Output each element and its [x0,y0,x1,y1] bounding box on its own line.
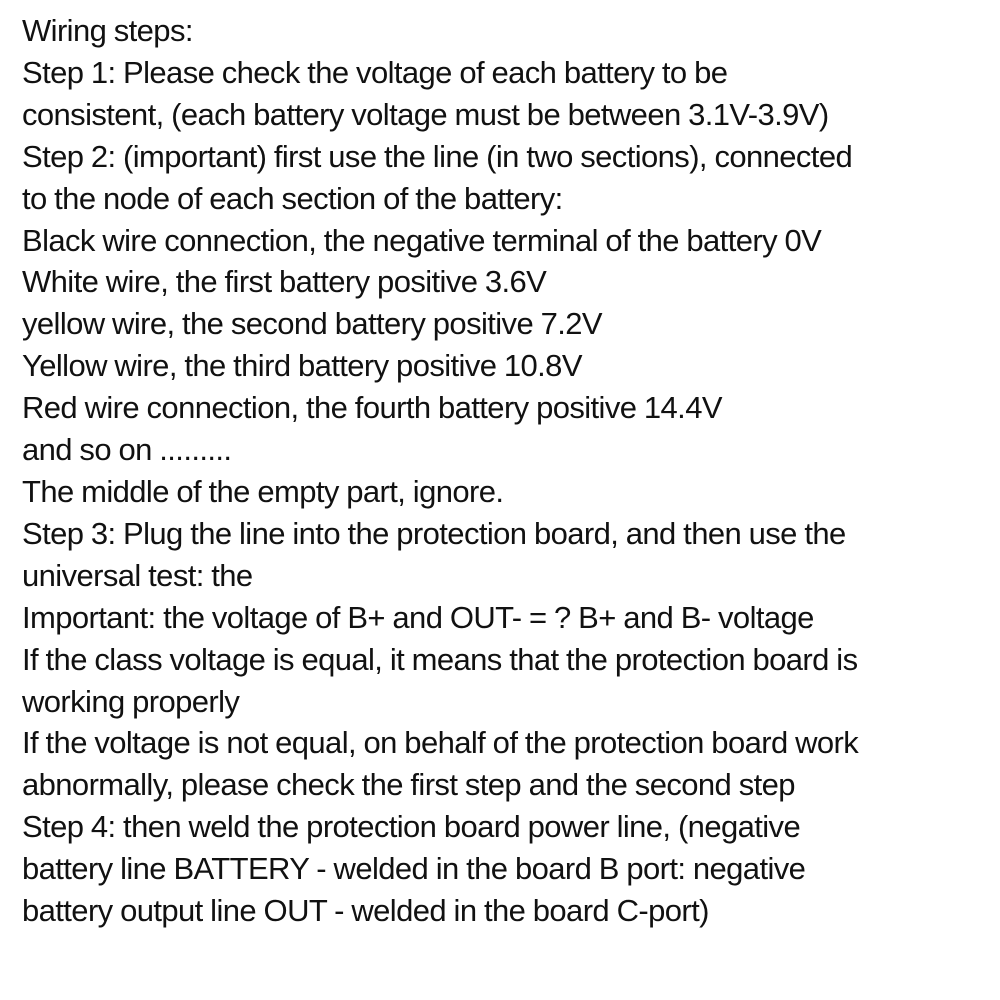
red-wire-line: Red wire connection, the fourth battery positive 14.4V [22,390,722,426]
step-3-line-1: Step 3: Plug the line into the protection board, and then use the [22,515,846,551]
step-2-line-1: Step 2: (important) first use the line (in two sections), connected [22,138,853,174]
yellow-wire-line-1: yellow wire, the second battery positive 7.2V [22,306,602,342]
unequal-voltage-line-2: abnormally, please check the first step and the second step [22,767,795,803]
equal-voltage-line-1: If the class voltage is equal, it means that the protection board is [22,641,858,677]
white-wire-line: White wire, the first battery positive 3.6V [22,264,547,300]
black-wire-line: Black wire connection, the negative terminal of the battery 0V [22,222,822,258]
and-so-on-line: and so on ......... [22,432,232,468]
step-3-line-2: universal test: the [22,557,253,593]
yellow-wire-line-2: Yellow wire, the third battery positive 10.8V [22,348,582,384]
step-1-line-1: Step 1: Please check the voltage of each battery to be [22,54,728,90]
step-2-line-2: to the node of each section of the battery: [22,180,563,216]
wiring-instructions-document [22,10,992,932]
important-voltage-line: Important: the voltage of B+ and OUT- = ? B+ and B- voltage [22,599,814,635]
unequal-voltage-line-1: If the voltage is not equal, on behalf of the protection board work [22,725,859,761]
equal-voltage-line-2: working properly [22,683,240,719]
heading-wiring-steps: Wiring steps: [22,13,193,48]
step-1-line-2: consistent, (each battery voltage must be between 3.1V-3.9V) [22,96,829,132]
step-4-line-1: Step 4: then weld the protection board power line, (negative [22,809,801,845]
step-4-line-2: battery line BATTERY - welded in the board B port: negative [22,851,806,887]
step-4-line-3: battery output line OUT - welded in the board C-port) [22,893,709,929]
ignore-note-line: The middle of the empty part, ignore. [22,473,504,509]
